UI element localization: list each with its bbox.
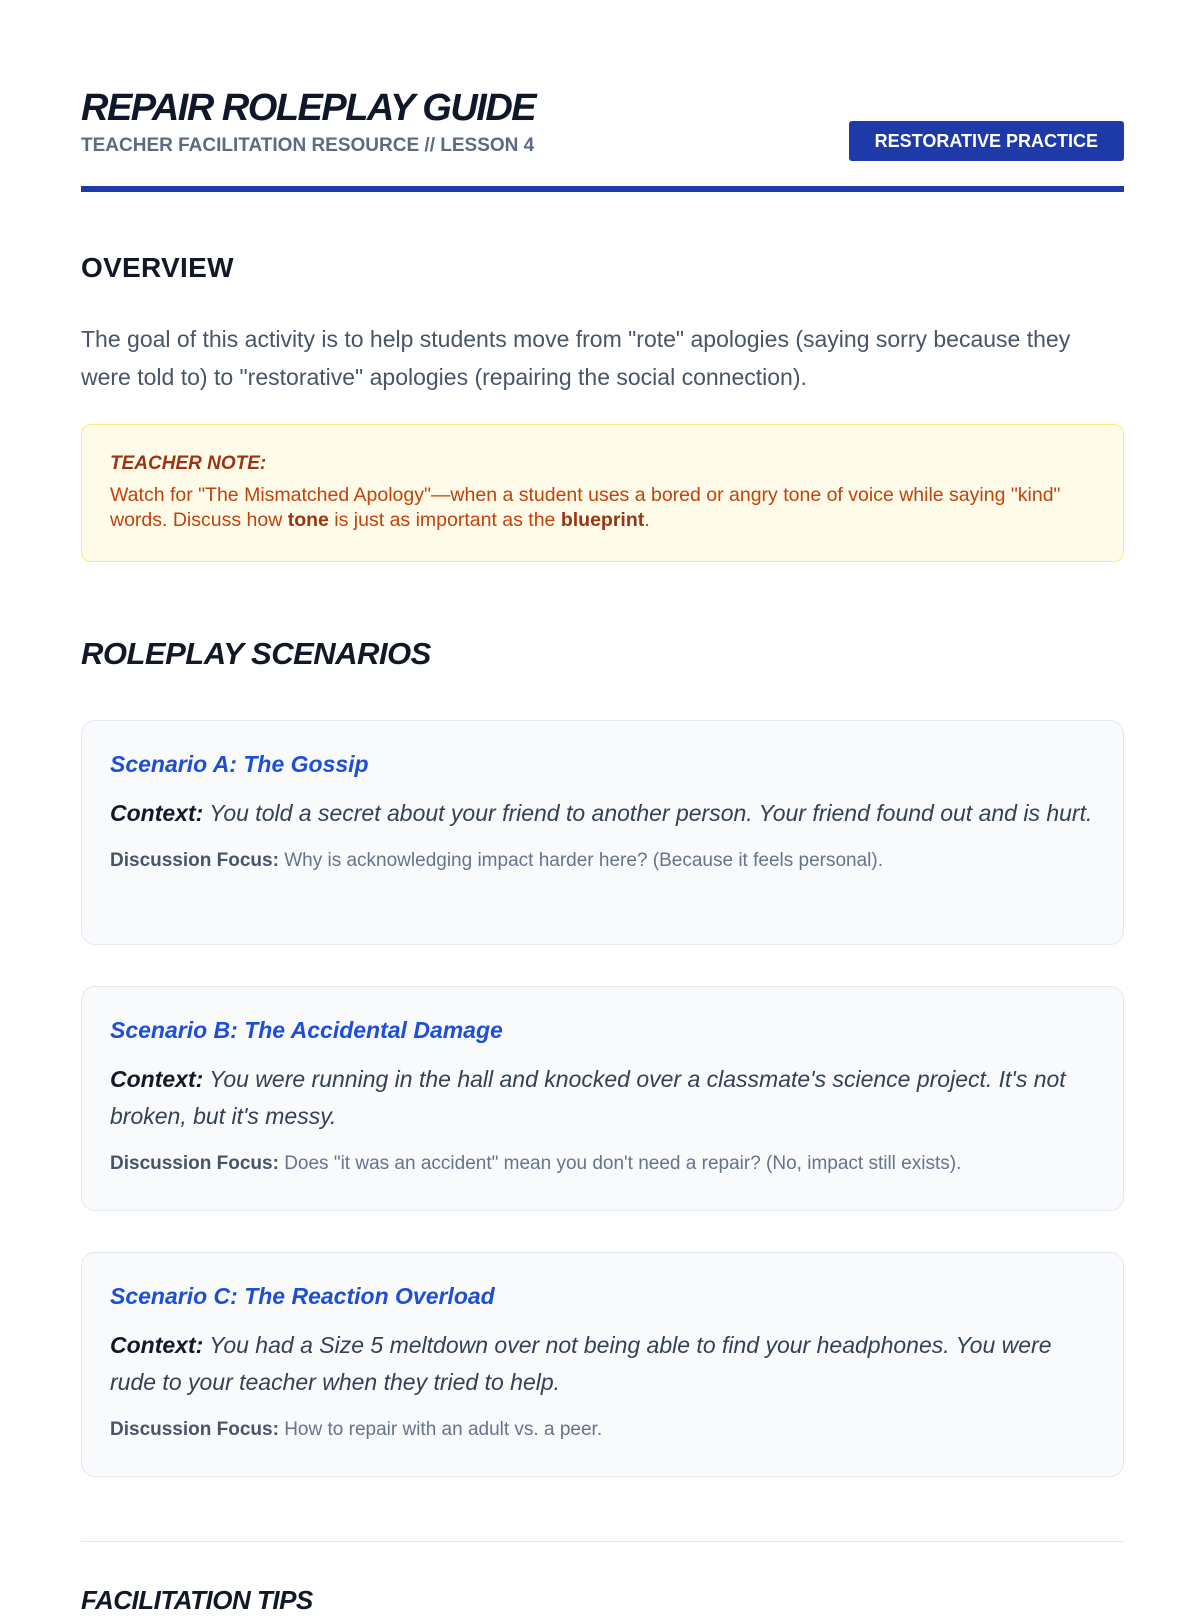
scenario-card <box>81 986 1124 1211</box>
scenario-focus <box>110 1151 1095 1177</box>
scenarios-heading: ROLEPLAY SCENARIOS <box>81 636 431 671</box>
focus-text: How to repair with an adult vs. a peer. <box>284 1419 603 1440</box>
focus-label: Discussion Focus: <box>110 1419 279 1440</box>
context-text: You were running in the hall and knocked over a classmate's science project. It's not broken, but it's messy. <box>110 1066 1066 1129</box>
page-title: REPAIR ROLEPLAY GUIDE <box>81 87 536 129</box>
overview-heading: OVERVIEW <box>81 252 234 283</box>
focus-label: Discussion Focus: <box>110 850 279 871</box>
focus-text: Why is acknowledging impact harder here? (Because it feels personal). <box>284 850 883 871</box>
scenario-context <box>110 795 1095 832</box>
note-text-part: Watch for "The Mismatched Apology"—when a student uses a bored or angry tone of voice while saying "kind" words. Discuss how <box>110 484 1061 531</box>
context-text: You had a Size 5 meltdown over not being able to find your headphones. You were rude to your teacher when they tried to help. <box>110 1332 1052 1395</box>
scenario-card <box>81 720 1124 945</box>
teacher-note-box <box>81 424 1124 562</box>
note-text-part: . <box>644 509 650 531</box>
teacher-note-text <box>110 483 1095 533</box>
overview-text: The goal of this activity is to help students move from "rote" apologies (saying sorry because they were told to) to "restorative" apologies (repairing the social connection). <box>81 326 1071 390</box>
context-label: Context: <box>110 1066 204 1092</box>
scenario-title: Scenario C: The Reaction Overload <box>110 1283 495 1309</box>
note-bold-blueprint: blueprint <box>560 509 645 531</box>
context-label: Context: <box>110 1332 204 1358</box>
tips-heading: FACILITATION TIPS <box>81 1585 313 1615</box>
scenario-title: Scenario A: The Gossip <box>110 751 369 777</box>
scenario-card <box>81 1252 1124 1477</box>
scenario-focus <box>110 848 1095 874</box>
scenario-context <box>110 1061 1095 1135</box>
context-label: Context: <box>110 800 204 826</box>
scenario-focus <box>110 1417 1095 1443</box>
header-rule <box>81 186 1124 192</box>
note-bold-tone: tone <box>287 509 329 531</box>
scenario-context <box>110 1327 1095 1401</box>
note-text-part: is just as important as the <box>328 509 561 531</box>
section-divider <box>81 1541 1124 1542</box>
page-subtitle: TEACHER FACILITATION RESOURCE // LESSON 4 <box>81 135 535 156</box>
focus-label: Discussion Focus: <box>110 1153 279 1174</box>
scenario-title: Scenario B: The Accidental Damage <box>110 1017 503 1043</box>
category-badge: RESTORATIVE PRACTICE <box>849 121 1124 161</box>
teacher-note-title: TEACHER NOTE: <box>110 453 267 474</box>
context-text: You told a secret about your friend to another person. Your friend found out and is hurt. <box>209 800 1093 826</box>
focus-text: Does "it was an accident" mean you don't need a repair? (No, impact still exists). <box>284 1153 962 1174</box>
